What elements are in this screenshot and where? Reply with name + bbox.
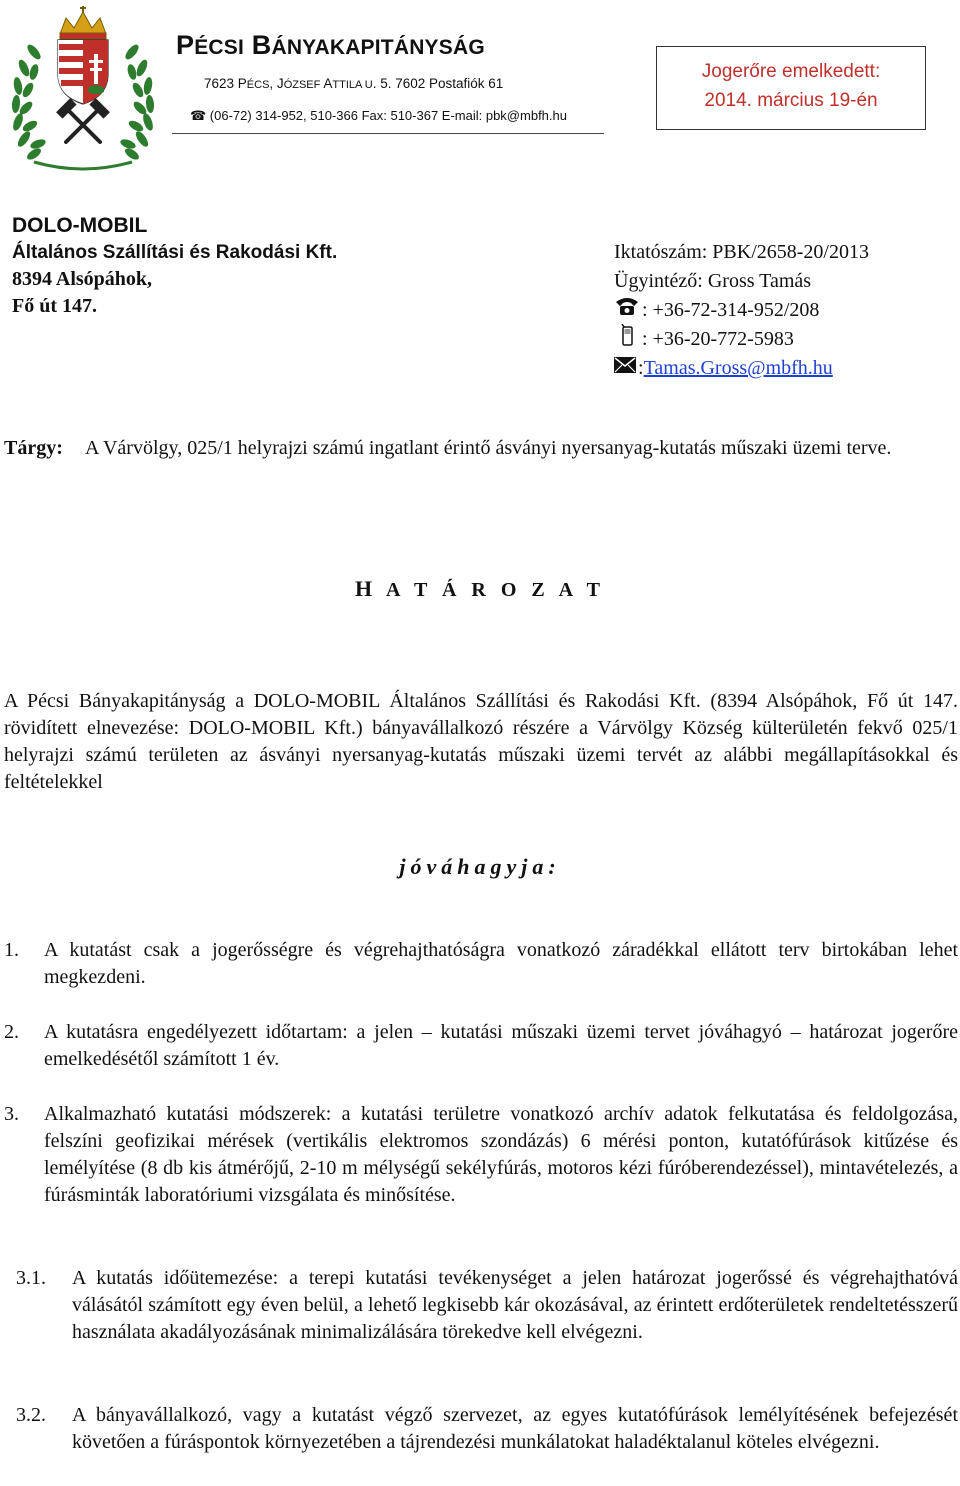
approves-heading: jóváhagyja: [399,854,561,879]
item-number: 1. [4,939,19,961]
crossed-hammers-icon [66,108,100,142]
item-text: Alkalmazható kutatási módszerek: a kutatási területre vonatkozó archív adatok felkutatása és feldolgozása, felszíni geofizikai mérések (vertikális elektromos szondázás) 6 mérési ponton, kutatófúrások kitűzése és lemélyítése (8 db kis átmérőjű, 2-10 m mélységű sekélyfúrás, motoros kézi fúróberendezéssel), mintavételezés, a fúrásminták laboratóriumi vizsgálata és minősítése. [44,1103,958,1206]
list-item [4,1101,958,1209]
item-text: A kutatás időütemezése: a terepi kutatási tevékenységet a jelen határozat jogerőssé és végrehajthatóvá válásától számított egy éven belül, a lehető legkisebb kár okozásával, az érintett erdőterületek rendeltetésszerű használata akadályozásának minimalizálására törekedve kell elvégezni. [72,1267,958,1343]
recipient-city: 8394 Alsópáhok, [12,268,153,290]
decision-title: H A T Á R O Z A T [355,576,605,601]
recipient-name: DOLO-MOBIL [12,214,148,237]
mobile-row [614,325,869,354]
phone-number: : +36-72-314-952/208 [642,299,820,321]
email-prefix: : [638,357,644,379]
phone-icon [614,296,642,325]
header-divider [172,133,604,134]
item-number: 3.2. [16,1404,46,1426]
item-number: 3. [4,1103,19,1125]
item-number: 3.1. [16,1267,46,1289]
recipient-address-block [12,212,337,320]
legal-force-line2: 2014. március 19-én [704,90,878,111]
list-item [4,937,958,991]
case-info-block [614,238,869,383]
subject-block [4,434,958,462]
email-row [614,354,869,383]
item-text: A bányavállalkozó, vagy a kutatást végző szervezet, az egyes kutatófúrások lemélyítésének befejezését követően a fúráspontok környezetében a tájrendezési munkálatokat haladéktalanul köteles elvégezni. [72,1404,958,1453]
phone-row [614,296,869,325]
crown-icon [60,6,106,39]
shield-icon [58,40,108,104]
envelope-icon [614,354,638,383]
intro-paragraph: A Pécsi Bányakapitányság a DOLO-MOBIL Általános Szállítási és Rakodási Kft. (8394 Alsópáhok, Fő út 147. rövidített elnevezése: DOLO-MOBIL Kft.) bányavállalkozó részére a Várvölgy Község külterületén fekvő 025/1 helyrajzi számú területen az ásványi nyersanyag-kutatás műszaki üzemi tervét az alábbi megállapításokkal és feltételekkel [4,690,958,793]
recipient-street: Fő út 147. [12,295,97,317]
file-number: Iktatószám: PBK/2658-20/2013 [614,241,869,263]
legal-force-stamp [656,46,926,130]
list-item [4,1019,958,1073]
list-item [4,1402,958,1456]
coat-of-arms-logo [4,4,162,174]
item-text: A kutatást csak a jogerősségre és végrehajthatóságra vonatkozó záradékkal ellátott terv birtokában lehet megkezdeni. [44,939,958,988]
mobile-number: : +36-20-772-5983 [642,328,794,350]
item-number: 2. [4,1021,19,1043]
item-text: A kutatásra engedélyezett időtartam: a jelen – kutatási műszaki üzemi tervet jóváhagyó – határozat jogerőre emelkedésétől számított 1 év. [44,1021,958,1070]
subject-label: Tárgy: [4,437,63,459]
list-item [4,1265,958,1346]
email-link[interactable]: Tamas.Gross@mbfh.hu [643,357,833,379]
legal-force-line1: Jogerőre emelkedett: [701,61,881,82]
clerk-name: Ügyintéző: Gross Tamás [614,270,812,292]
subject-text: A Várvölgy, 025/1 helyrajzi számú ingatlant érintő ásványi nyersanyag-kutatás műszaki üzemi terve. [85,437,892,459]
mobile-phone-icon [614,324,642,355]
recipient-company: Általános Szállítási és Rakodási Kft. [12,242,338,263]
organization-contact: ☎ (06-72) 314-952, 510-366 Fax: 510-367 E-mail: pbk@mbfh.hu [190,108,567,123]
organization-name: PÉCSI BÁNYAKAPITÁNYSÁG [176,30,485,60]
organization-address: 7623 PÉCS, JÓZSEF ATTILA U. 5. 7602 Postafiók 61 [204,76,504,91]
